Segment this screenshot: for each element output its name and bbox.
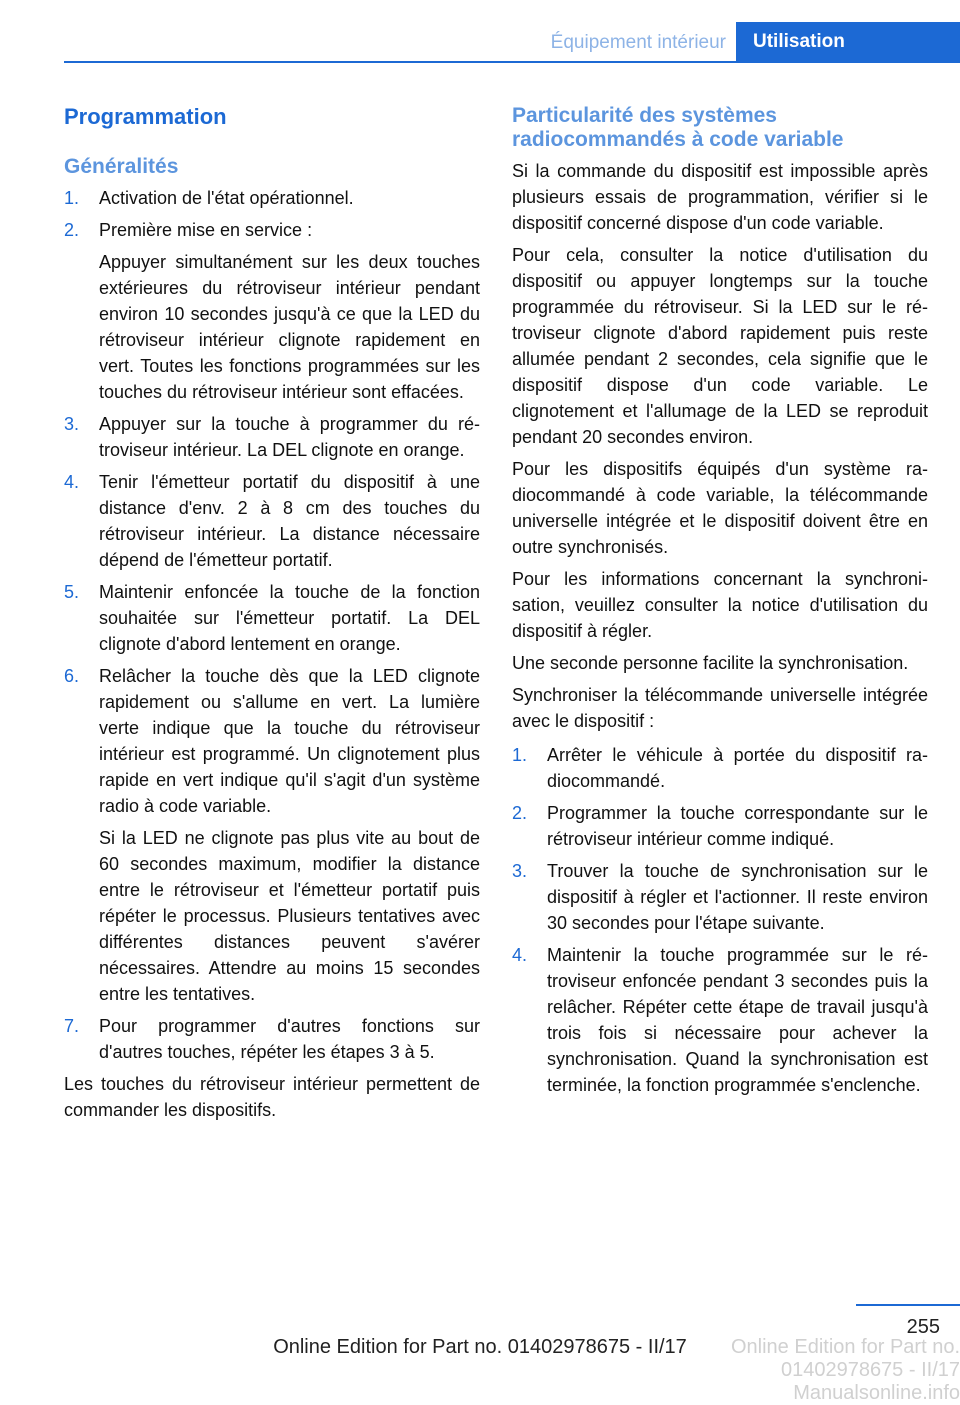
step-text: Tenir l'émetteur portatif du dispositif à une distance d'env. 2 à 8 cm des touches du rétroviseur intérieur. La distance nécessaire dépend de l'émetteur portatif. xyxy=(99,472,480,570)
step-number: 2. xyxy=(64,220,80,240)
left-content xyxy=(64,185,480,1123)
step-number: 3. xyxy=(64,414,80,434)
step-text: Appuyer sur la touche à programmer du rétroviseur intérieur. La DEL clignote en orange. xyxy=(99,414,480,460)
step-number: 7. xyxy=(64,1016,80,1036)
paragraph: Si la commande du dispositif est impossible après plusieurs essais de programmation, vérifier si le dispositif concerné dispose d'un code variable. xyxy=(512,161,928,233)
header-tab: Utilisation xyxy=(736,22,960,62)
step-text: Maintenir enfoncée la touche de la fonction souhaitée sur l'émetteur portatif. La DEL clignote d'abord lentement en orange. xyxy=(99,582,480,654)
step-text: Activation de l'état opérationnel. xyxy=(99,188,354,208)
header-rule xyxy=(64,61,960,63)
list-item xyxy=(512,942,928,1098)
step-number: 2. xyxy=(512,803,528,823)
list-item xyxy=(64,411,480,463)
step-number: 1. xyxy=(512,745,528,765)
step-text: Programmer la touche correspondante sur le rétroviseur intérieur comme indiqué. xyxy=(547,803,928,849)
paragraph: Pour cela, consulter la notice d'utilisation du dispositif ou appuyer longtemps sur la touche programmée du rétroviseur. Si la LED sur le rétroviseur clignote d'abord rapidement puis reste allumée pendant 2 secondes, cela signifie que le dispositif dispose d'un code variable. Le clignotement et l'allumage de la LED se reproduit pendant 20 secondes environ. xyxy=(512,245,928,447)
step-text: Première mise en service : xyxy=(99,220,313,240)
step-text: Arrêter le véhicule à portée du dispositif radiocommandé. xyxy=(547,745,928,791)
step-subtext: Si la LED ne clignote pas plus vite au bout de 60 secondes maximum, modifier la distance entre le rétroviseur et l'émetteur portatif puis répéter le processus. Plusieurs tentatives avec différentes distances peuvent s'avérer nécessaires. Attendre au moins 15 secondes entre les tentatives. xyxy=(99,828,480,1004)
page-number: 255 xyxy=(906,1316,940,1338)
closing-paragraph: Les touches du rétroviseur intérieur permettent de commander les dispositifs. xyxy=(64,1074,480,1120)
list-item xyxy=(64,579,480,657)
step-text: Relâcher la touche dès que la LED clignote rapidement ou s'allume en vert. La lumière verte indique que la touche du rétroviseur intérieur est programmé. Un clignotement plus rapide en vert indique qu'il s'agit d'un système radio à code variable. xyxy=(99,666,480,816)
paragraph: Pour les dispositifs équipés d'un système radiocommandé à code variable, la télécommande universelle intégrée et le dispositif doivent être en outre synchronisés. xyxy=(512,459,928,557)
step-number: 6. xyxy=(64,666,80,686)
step-text: Pour programmer d'autres fonctions sur d'autres touches, répéter les étapes 3 à 5. xyxy=(99,1016,480,1062)
paragraph: Une seconde personne facilite la synchronisation. xyxy=(512,653,909,673)
header-section-title: Équipement intérieur xyxy=(550,32,726,53)
step-number: 1. xyxy=(64,188,80,208)
subsection-heading: Particularité des systèmes radiocommandés à code variable xyxy=(512,104,844,151)
list-item xyxy=(64,217,480,405)
section-subtitle: Généralités xyxy=(64,155,179,178)
list-item xyxy=(512,742,928,794)
list-item xyxy=(64,1013,480,1065)
step-subtext: Appuyer simultanément sur les deux touches extérieures du rétroviseur intérieur pendant environ 10 secondes jusqu'à ce que la LED du rétroviseur intérieur clignote rapidement en vert. Toutes les fonctions programmées sur les touches du rétroviseur intérieur sont effacées. xyxy=(99,252,480,402)
step-number: 4. xyxy=(64,472,80,492)
programming-steps xyxy=(64,185,480,1065)
spacer xyxy=(512,734,928,742)
synchronisation-steps xyxy=(512,742,928,1098)
list-item xyxy=(64,185,480,211)
paragraph: Pour les informations concernant la synchronisation, veuillez consulter la notice d'utilisation du dispositif à régler. xyxy=(512,569,928,641)
paragraph: Synchroniser la télécommande universelle intégrée avec le dispositif : xyxy=(512,685,928,731)
list-item xyxy=(64,663,480,1007)
right-content xyxy=(512,104,928,1104)
section-title: Programmation xyxy=(64,104,227,129)
step-number: 5. xyxy=(64,582,80,602)
list-item xyxy=(512,800,928,852)
step-text: Maintenir la touche programmée sur le rétroviseur enfoncée pendant 3 secondes puis la relâcher. Répéter cette étape de travail jusqu'à trois fois si nécessaire pour achever la synchronisation. Quand la synchronisation est terminée, la fonction programmée s'enclenche. xyxy=(547,945,928,1095)
step-number: 4. xyxy=(512,945,528,965)
step-number: 3. xyxy=(512,861,528,881)
edition-line: Online Edition for Part no. 01402978675 - II/17 xyxy=(273,1336,687,1358)
footer-rule xyxy=(856,1304,960,1306)
step-text: Trouver la touche de synchronisation sur le dispositif à régler et l'actionner. Il reste environ 30 secondes pour l'étape suivante. xyxy=(547,861,928,933)
list-item xyxy=(512,858,928,936)
list-item xyxy=(64,469,480,573)
watermark: Online Edition for Part no. 01402978675 - II/17 Manualsonline.info xyxy=(730,1336,960,1404)
